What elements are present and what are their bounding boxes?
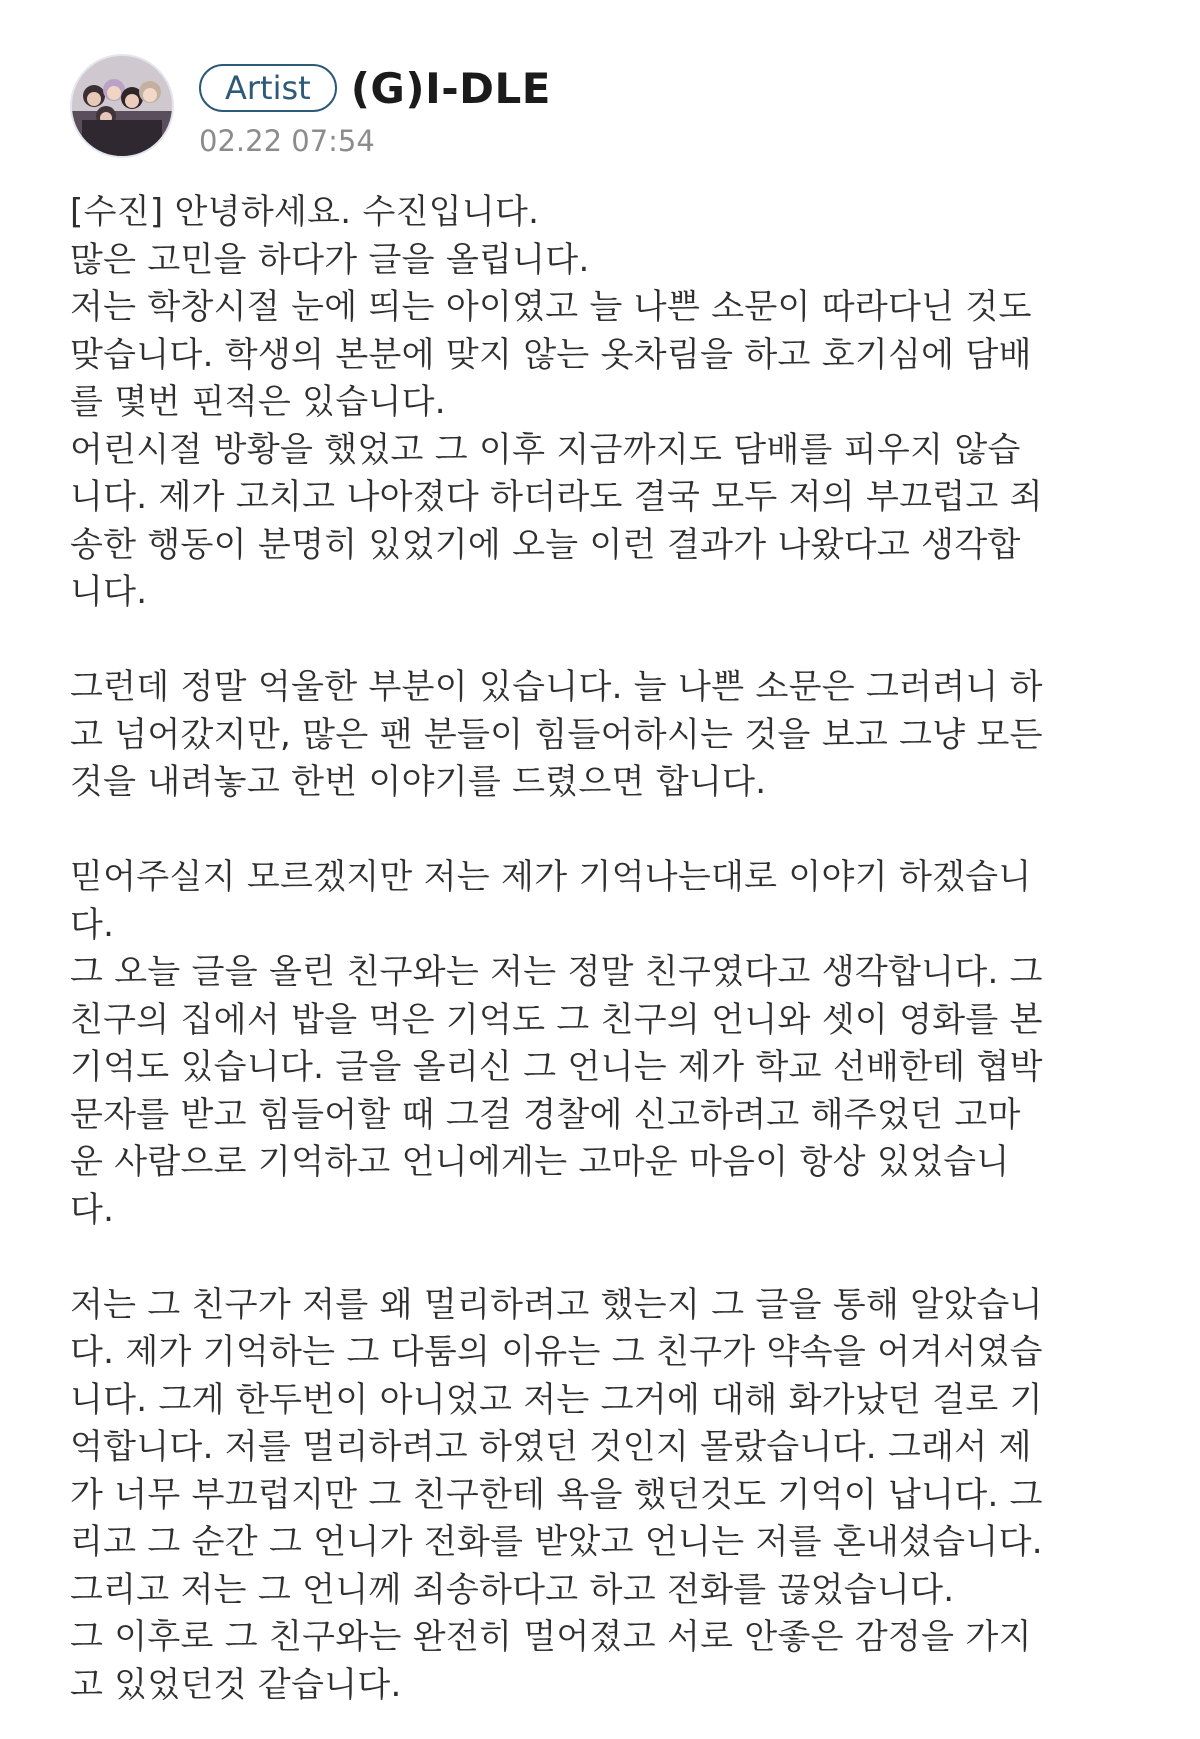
- post-text-line: 기억도 있습니다. 글을 올리신 그 언니는 제가 학교 선배한테 협박: [70, 1047, 1043, 1087]
- post-text-line: 친구의 집에서 밥을 먹은 기억도 그 친구의 언니와 셋이 영화를 본: [70, 999, 1043, 1040]
- post-text-line: 고 넘어갔지만, 많은 팬 분들이 힘들어하시는 것을 보고 그냥 모든: [70, 714, 1043, 755]
- post-text-line: 니다. 제가 고치고 나아졌다 하더라도 결국 모두 저의 부끄럽고 죄: [70, 477, 1043, 517]
- post-text-line: 를 몇번 핀적은 있습니다.: [70, 382, 446, 422]
- post-text-line: 그 오늘 글을 올린 친구와는 저는 정말 친구였다고 생각합니다. 그: [70, 952, 1043, 992]
- post-text-line: 다.: [70, 1189, 115, 1230]
- blank-line: [70, 1234, 1130, 1282]
- post-text-line: 저는 그 친구가 저를 왜 멀리하려고 했는지 그 글을 통해 알았습니: [70, 1284, 1043, 1325]
- post-text-line: 그 이후로 그 친구와는 완전히 멀어졌고 서로 안좋은 감정을 가지: [70, 1617, 1032, 1657]
- author-meta: [199, 60, 551, 158]
- blank-line: [70, 617, 1130, 665]
- blank-line: [70, 807, 1130, 855]
- artist-badge: Artist: [199, 64, 337, 112]
- post-text-line: [수진] 안녕하세요. 수진입니다.: [70, 192, 540, 232]
- post-text-line: 니다.: [70, 572, 148, 612]
- post-text-line: 니다. 그게 한두번이 아니었고 저는 그거에 대해 화가났던 걸로 기: [70, 1379, 1043, 1420]
- author-name[interactable]: (G)I-DLE: [350, 63, 551, 113]
- post-body: [70, 189, 1130, 1709]
- post-text-line: 문자를 받고 힘들어할 때 그걸 경찰에 신고하려고 해주었던 고마: [70, 1094, 1021, 1135]
- post-text-line: 고 있었던것 같습니다.: [70, 1664, 402, 1705]
- author-row: [199, 60, 551, 116]
- avatar-image: [72, 56, 172, 156]
- post-text-line: 어린시절 방황을 했었고 그 이후 지금까지도 담배를 피우지 않습: [70, 429, 1021, 470]
- group-photo-avatar[interactable]: [70, 54, 174, 158]
- post-timestamp: 02.22 07:54: [199, 124, 375, 158]
- post-text-line: 그런데 정말 억울한 부분이 있습니다. 늘 나쁜 소문은 그러려니 하: [70, 667, 1043, 707]
- post-text-line: 운 사람으로 기억하고 언니에게는 고마운 마음이 항상 있었습니: [70, 1142, 1010, 1182]
- post-text-line: 것을 내려놓고 한번 이야기를 드렸으면 합니다.: [70, 762, 767, 802]
- post-text-line: 다.: [70, 904, 115, 945]
- post-text-line: 억합니다. 저를 멀리하려고 하였던 것인지 몰랐습니다. 그래서 제: [70, 1427, 1032, 1467]
- post-text-line: 많은 고민을 하다가 글을 올립니다.: [70, 239, 590, 280]
- post-text-line: 다. 제가 기억하는 그 다툼의 이유는 그 친구가 약속을 어겨서였습: [70, 1332, 1043, 1372]
- post-header: [70, 52, 1130, 162]
- post-text-line: 믿어주실지 모르겠지만 저는 제가 기억나는대로 이야기 하겠습니: [70, 857, 1032, 897]
- post-text-line: 저는 학창시절 눈에 띄는 아이였고 늘 나쁜 소문이 따라다닌 것도: [70, 287, 1032, 327]
- post-text-line: 리고 그 순간 그 언니가 전화를 받았고 언니는 저를 혼내셨습니다.: [70, 1522, 1043, 1562]
- post-text-line: 가 너무 부끄럽지만 그 친구한테 욕을 했던것도 기억이 납니다. 그: [70, 1474, 1043, 1515]
- post-text-line: 그리고 저는 그 언니께 죄송하다고 하고 전화를 끊었습니다.: [70, 1569, 955, 1610]
- post-text-line: 송한 행동이 분명히 있었기에 오늘 이런 결과가 나왔다고 생각합: [70, 524, 1021, 565]
- post-text-line: 맞습니다. 학생의 본분에 맞지 않는 옷차림을 하고 호기심에 담배: [70, 334, 1032, 375]
